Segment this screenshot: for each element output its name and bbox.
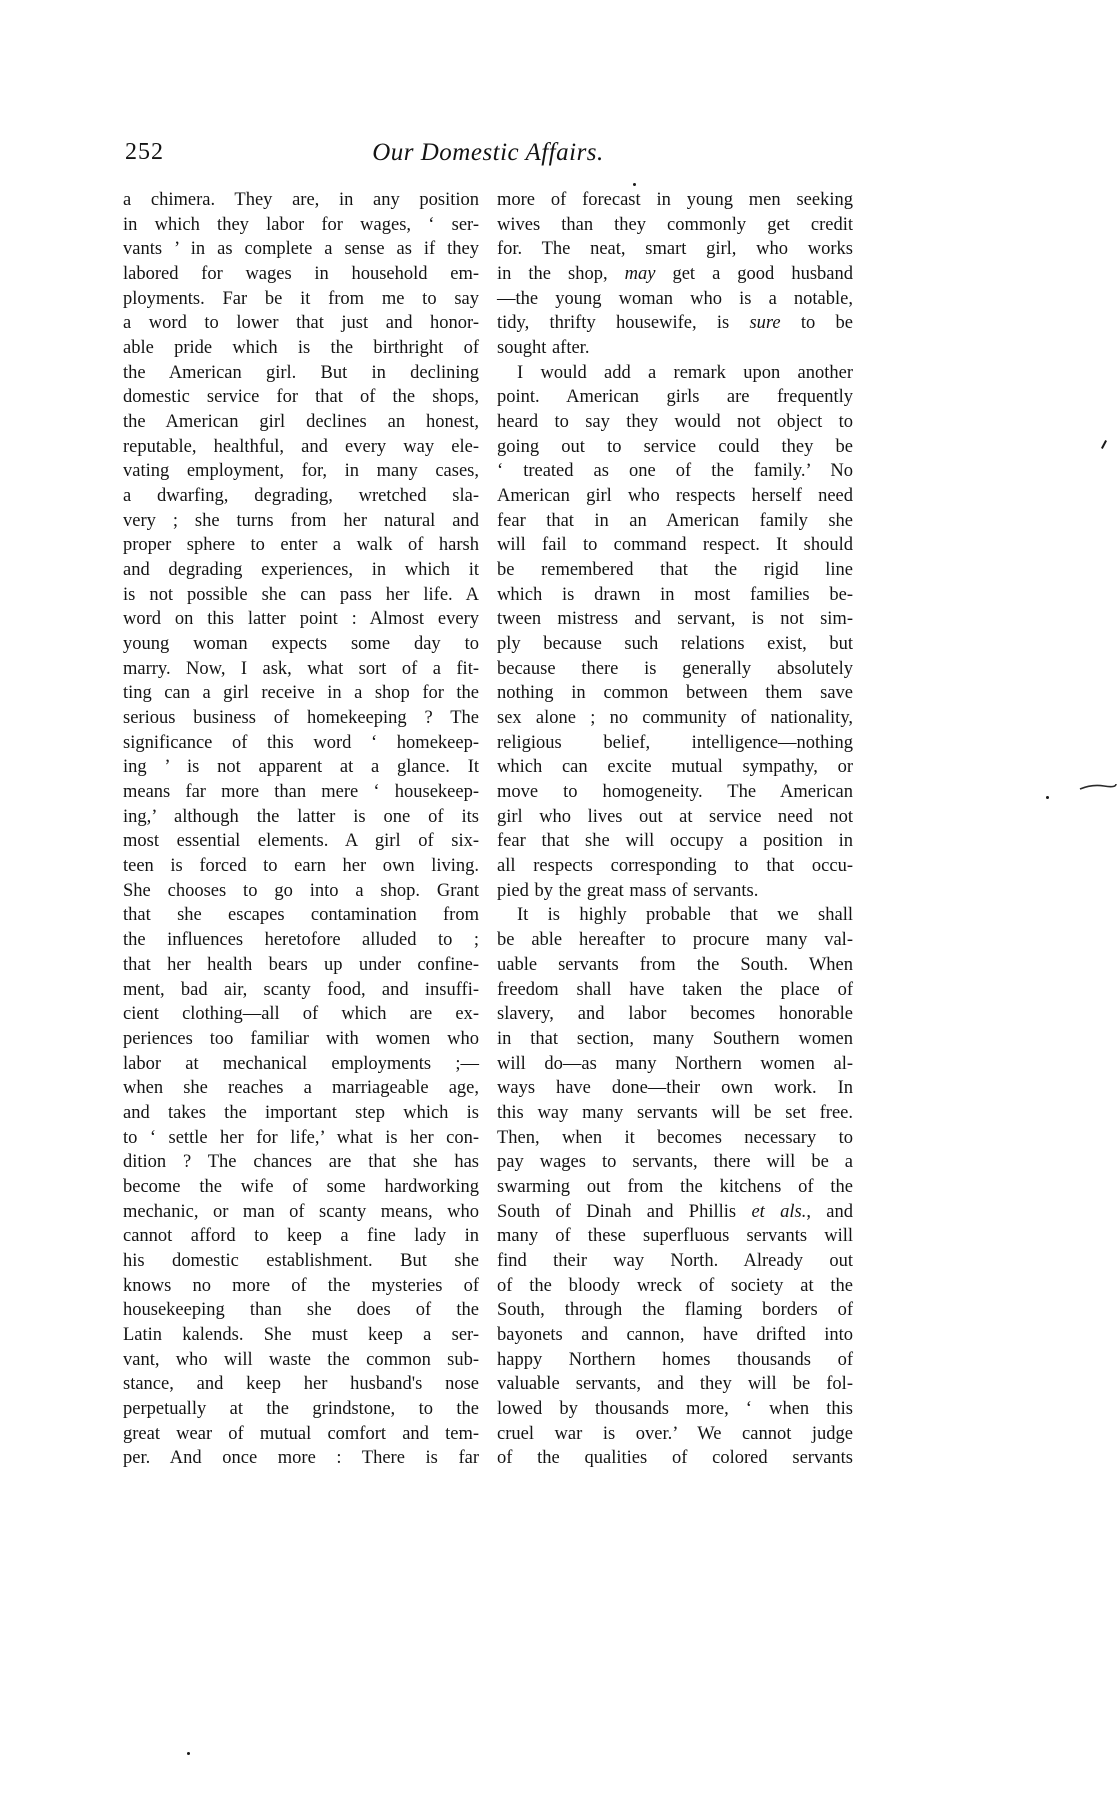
text-line: point. American girls are frequently [497, 387, 853, 408]
text-line: more of forecast in young men seeking [497, 190, 853, 210]
text-line: wives than they commonly get credit [497, 214, 853, 235]
text-line: sex alone ; no community of nationality, [497, 708, 853, 729]
text-line: move to homogeneity. The American [497, 782, 853, 803]
text-line: for. The neat, smart girl, who works [497, 239, 853, 260]
text-column-right [497, 188, 853, 1471]
text-line: this way many servants will be set free. [497, 1102, 853, 1123]
text-line: swarming out from the kitchens of the [497, 1176, 853, 1197]
ink-speck [1046, 796, 1049, 799]
text-line: cruel war is over.’ We cannot judge [497, 1423, 853, 1444]
text-line: great wear of mutual comfort and tem- [123, 1423, 479, 1444]
text-line: heard to say they would not object to [497, 412, 853, 433]
text-line: tween mistress and servant, is not sim- [497, 609, 853, 630]
text-line: in that section, many Southern women [497, 1028, 853, 1049]
text-line: and takes the important step which is [123, 1102, 479, 1123]
text-line: serious business of homekeeping ? The [123, 708, 479, 729]
text-line: uable servants from the South. When [497, 954, 853, 975]
text-line: housekeeping than she does of the [123, 1300, 479, 1321]
text-line: be remembered that the rigid line [497, 560, 853, 581]
text-line: of the bloody wreck of society at the [497, 1275, 853, 1296]
text-line: lowed by thousands more, ‘ when this [497, 1398, 853, 1419]
text-line: cient clothing—all of which are ex- [123, 1004, 479, 1025]
text-line: Then, when it becomes necessary to [497, 1127, 853, 1148]
pen-mark [1101, 440, 1107, 449]
text-line: knows no more of the mysteries of [123, 1275, 479, 1296]
text-column-left [123, 188, 479, 1471]
text-line: very ; she turns from her natural and [123, 510, 479, 531]
text-line: slavery, and labor becomes honorable [497, 1004, 853, 1025]
text-line: per. And once more : There is far [123, 1448, 479, 1469]
text-line: freedom shall have taken the place of [497, 979, 853, 1000]
text-line: many of these superfluous servants will [497, 1226, 853, 1247]
text-line: most essential elements. A girl of six- [123, 831, 479, 852]
text-line: tidy, thrifty housewife, is sure to be [497, 313, 853, 334]
text-line: able pride which is the birthright of [123, 338, 479, 359]
text-line: sought after. [497, 338, 590, 359]
text-line: religious belief, intelligence—nothing [497, 732, 853, 753]
text-line: fear that she will occupy a position in [497, 831, 853, 852]
page-number: 252 [125, 139, 164, 165]
text-line: girl who lives out at service need not [497, 806, 853, 827]
text-line: his domestic establishment. But she [123, 1250, 479, 1271]
text-line: a dwarfing, degrading, wretched sla- [123, 486, 479, 507]
text-line: that she escapes contamination from [123, 905, 479, 926]
text-line: and degrading experiences, in which it [123, 560, 479, 581]
text-line: all respects corresponding to that occu- [497, 856, 853, 877]
page-header [123, 139, 853, 171]
pen-mark [1078, 780, 1118, 794]
text-line: labor at mechanical employments ;— [123, 1053, 479, 1074]
text-line: in the shop, may get a good husband [497, 264, 853, 285]
text-line: ing,’ although the latter is one of its [123, 806, 479, 827]
text-line: pied by the great mass of servants. [497, 880, 759, 901]
running-title: Our Domestic Affairs. [372, 139, 604, 166]
text-line: mechanic, or man of scanty means, who [123, 1201, 479, 1222]
text-line: that her health bears up under confine- [123, 954, 479, 975]
text-line: domestic service for that of the shops, [123, 387, 479, 408]
text-line: in which they labor for wages, ‘ ser- [123, 214, 479, 235]
text-line: reputable, healthful, and every way ele- [123, 436, 479, 457]
text-line: which can excite mutual sympathy, or [497, 757, 853, 778]
text-line: a word to lower that just and honor- [123, 313, 479, 334]
ink-speck [187, 1752, 190, 1755]
text-line: cannot afford to keep a fine lady in [123, 1226, 479, 1247]
text-block [123, 188, 853, 1471]
text-line: ways have done—their own work. In [497, 1078, 853, 1099]
text-line: be able hereafter to procure many val- [497, 930, 853, 951]
text-line: valuable servants, and they will be fol- [497, 1374, 853, 1395]
text-line: the American girl declines an honest, [123, 412, 479, 433]
text-line: to ‘ settle her for life,’ what is her con- [123, 1127, 479, 1148]
text-line: It is highly probable that we shall [517, 905, 853, 926]
text-line: become the wife of some hardworking [123, 1176, 479, 1197]
text-line: American girl who respects herself need [497, 486, 853, 507]
text-line: the influences heretofore alluded to ; [123, 930, 479, 951]
text-line: nothing in common between them save [497, 683, 853, 704]
text-line: labored for wages in household em- [123, 264, 479, 285]
text-line: Latin kalends. She must keep a ser- [123, 1324, 479, 1345]
text-line: teen is forced to earn her own living. [123, 856, 479, 877]
text-line: I would add a remark upon another [517, 362, 853, 383]
text-line: South of Dinah and Phillis et als., and [497, 1201, 853, 1222]
text-line: young woman expects some day to [123, 634, 479, 655]
text-line: ment, bad air, scanty food, and insuffi- [123, 979, 479, 1000]
text-line: significance of this word ‘ homekeep- [123, 732, 479, 753]
text-line: —the young woman who is a notable, [497, 288, 853, 309]
text-line: South, through the flaming borders of [497, 1300, 853, 1321]
text-line: because there is generally absolutely [497, 658, 853, 679]
text-line: going out to service could they be [497, 436, 853, 457]
text-line: is not possible she can pass her life. A [123, 584, 479, 605]
ink-speck [633, 183, 636, 186]
text-line: when she reaches a marriageable age, [123, 1078, 479, 1099]
text-line: periences too familiar with women who [123, 1028, 479, 1049]
text-line: find their way North. Already out [497, 1250, 853, 1271]
text-line: stance, and keep her husband's nose [123, 1374, 479, 1395]
text-line: which is drawn in most families be- [497, 584, 853, 605]
text-line: vating employment, for, in many cases, [123, 461, 479, 482]
text-line: ting can a girl receive in a shop for the [123, 683, 479, 704]
text-line: word on this latter point : Almost every [123, 609, 479, 630]
text-line: vants ’ in as complete a sense as if they [123, 239, 479, 260]
text-line: will do—as many Northern women al- [497, 1053, 853, 1074]
text-line: vant, who will waste the common sub- [123, 1349, 479, 1370]
text-line: dition ? The chances are that she has [123, 1152, 479, 1173]
text-line: perpetually at the grindstone, to the [123, 1398, 479, 1419]
text-line: will fail to command respect. It should [497, 535, 853, 556]
text-line: marry. Now, I ask, what sort of a fit- [123, 658, 479, 679]
text-line: means far more than mere ‘ housekeep- [123, 782, 479, 803]
text-line: ply because such relations exist, but [497, 634, 853, 655]
text-line: a chimera. They are, in any position [123, 190, 479, 210]
text-line: proper sphere to enter a walk of harsh [123, 535, 479, 556]
text-line: pay wages to servants, there will be a [497, 1152, 853, 1173]
text-line: She chooses to go into a shop. Grant [123, 880, 479, 901]
text-line: ‘ treated as one of the family.’ No [497, 461, 853, 482]
text-line: of the qualities of colored servants [497, 1448, 853, 1469]
text-line: happy Northern homes thousands of [497, 1349, 853, 1370]
text-line: the American girl. But in declining [123, 362, 479, 383]
text-line: bayonets and cannon, have drifted into [497, 1324, 853, 1345]
text-line: ployments. Far be it from me to say [123, 288, 479, 309]
text-line: ing ’ is not apparent at a glance. It [123, 757, 479, 778]
text-line: fear that in an American family she [497, 510, 853, 531]
